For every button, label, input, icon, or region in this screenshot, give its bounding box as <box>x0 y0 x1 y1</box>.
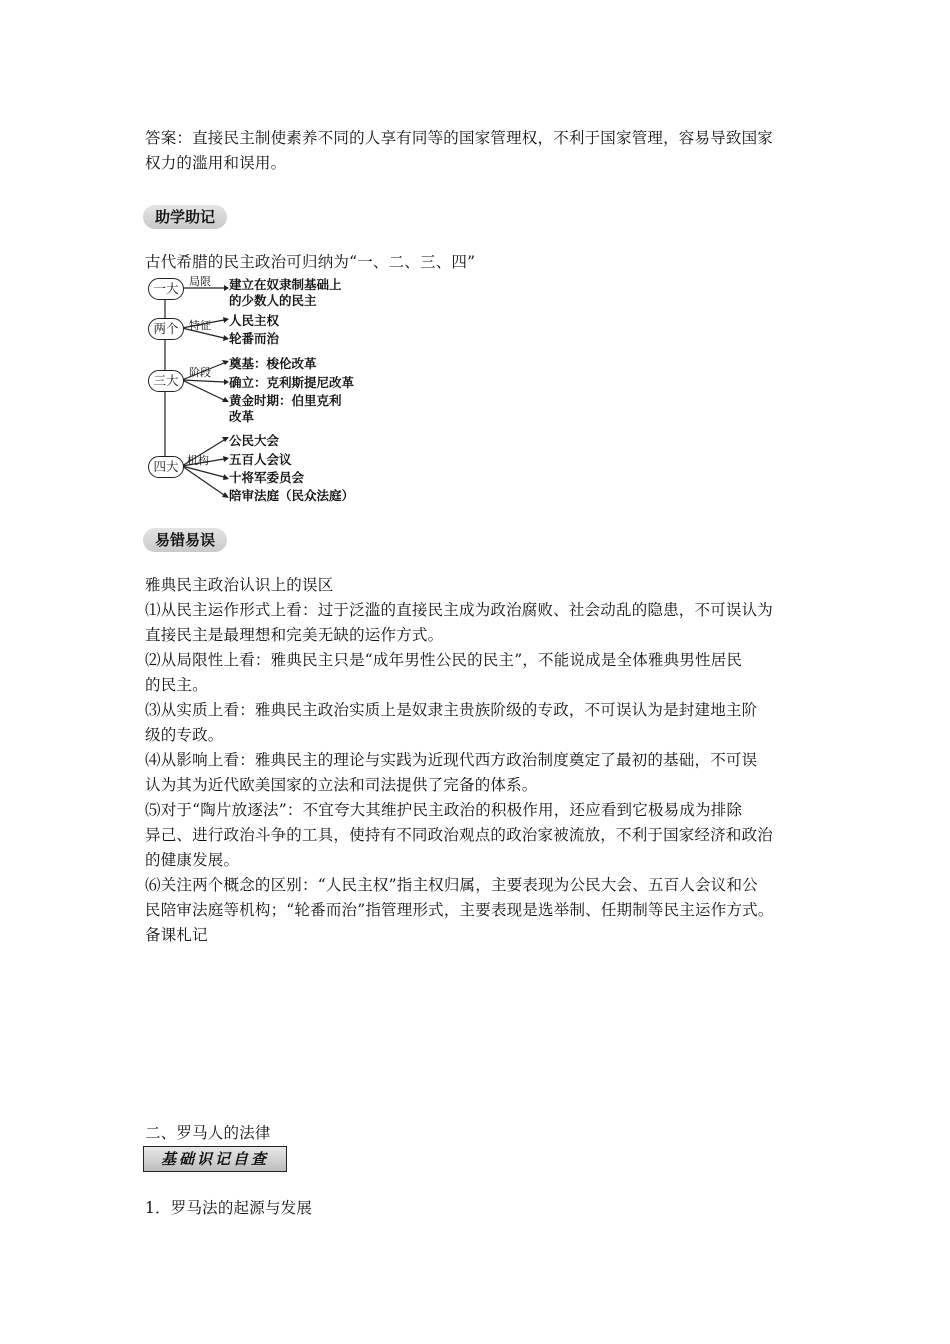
error-3-line-1: ⑶从实质上看：雅典民主政治实质上是奴隶主贵族阶级的专政，不可误认为是封建地主阶 <box>145 701 758 719</box>
section-roman-law-title: 二、罗马人的法律 <box>145 1124 271 1142</box>
node-sida: 四大 <box>148 456 184 478</box>
label-feature: 特征 <box>189 319 211 332</box>
item-inst-1: 公民大会 <box>229 433 280 448</box>
label-stage: 阶段 <box>189 366 211 379</box>
error-5-line-2: 异己、进行政治斗争的工具，使持有不同政治观点的政治家被流放，不利于国家经济和政治 <box>145 826 774 844</box>
aid-intro: 古代希腊的民主政治可归纳为“一、二、三、四” <box>145 253 476 271</box>
item-limit-1: 建立在奴隶制基础上 <box>229 277 342 292</box>
error-1-line-2: 直接民主是最理想和完美无缺的运作方式。 <box>145 626 444 644</box>
item-inst-2: 五百人会议 <box>229 452 292 467</box>
label-institution: 机构 <box>187 454 209 467</box>
item-stage-3-cont: 改革 <box>229 409 255 424</box>
basic-knowledge-box: 基础识记自查 <box>143 1146 287 1172</box>
section-heading-aid: 助学助记 <box>143 205 227 229</box>
error-5-line-3: 的健康发展。 <box>145 851 240 869</box>
error-5-line-1: ⑸对于“陶片放逐法”：不宜夸大其维护民主政治的积极作用，还应看到它极易成为排除 <box>145 801 743 819</box>
node-sanda: 三大 <box>148 370 184 392</box>
answer-line-1: 答案：直接民主制使素养不同的人享有同等的国家管理权，不利于国家管理，容易导致国家 <box>145 129 774 147</box>
lesson-notes-label: 备课札记 <box>145 926 208 944</box>
item-inst-4: 陪审法庭（民众法庭） <box>229 488 355 503</box>
label-limitation: 局限 <box>189 275 211 288</box>
arrow-3a <box>222 360 229 365</box>
item-feature-1: 人民主权 <box>229 313 280 328</box>
roman-law-item-1: 1．罗马法的起源与发展 <box>145 1199 313 1217</box>
branch-3c <box>182 380 224 400</box>
error-1-line-1: ⑴从民主运作形式上看：过于泛滥的直接民主成为政治腐败、社会动乱的隐患，不可误认为 <box>145 601 774 619</box>
item-stage-1: 奠基：梭伦改革 <box>229 356 317 371</box>
branch-4d <box>182 466 224 495</box>
error-4-line-1: ⑷从影响上看：雅典民主的理论与实践为近现代西方政治制度奠定了最初的基础，不可误 <box>145 751 758 769</box>
errors-title: 雅典民主政治认识上的误区 <box>145 576 334 594</box>
item-feature-2: 轮番而治 <box>229 331 280 346</box>
answer-line-2: 权力的滥用和误用。 <box>145 154 287 172</box>
branch-3b <box>182 380 224 382</box>
item-inst-3: 十将军委员会 <box>229 470 305 485</box>
item-stage-3: 黄金时期：伯里克利 <box>229 393 342 408</box>
item-stage-2: 确立：克利斯提尼改革 <box>229 375 355 390</box>
section-heading-errors: 易错易误 <box>143 528 227 552</box>
error-6-line-1: ⑹关注两个概念的区别：“人民主权”指主权归属，主要表现为公民大会、五百人会议和公 <box>145 876 758 894</box>
error-2-line-1: ⑵从局限性上看：雅典民主只是“成年男性公民的民主”，不能说成是全体雅典男性居民 <box>145 651 743 669</box>
node-yida: 一大 <box>148 278 184 300</box>
item-limit-2: 的少数人的民主 <box>229 293 317 308</box>
node-liangge: 两个 <box>148 318 184 340</box>
error-4-line-2: 认为其为近代欧美国家的立法和司法提供了完备的体系。 <box>145 776 538 794</box>
error-2-line-2: 的民主。 <box>145 676 208 694</box>
error-3-line-2: 级的专政。 <box>145 726 224 744</box>
error-6-line-2: 民陪审法庭等机构；“轮番而治”指管理形式，主要表现是选举制、任期制等民主运作方式。 <box>145 901 774 919</box>
